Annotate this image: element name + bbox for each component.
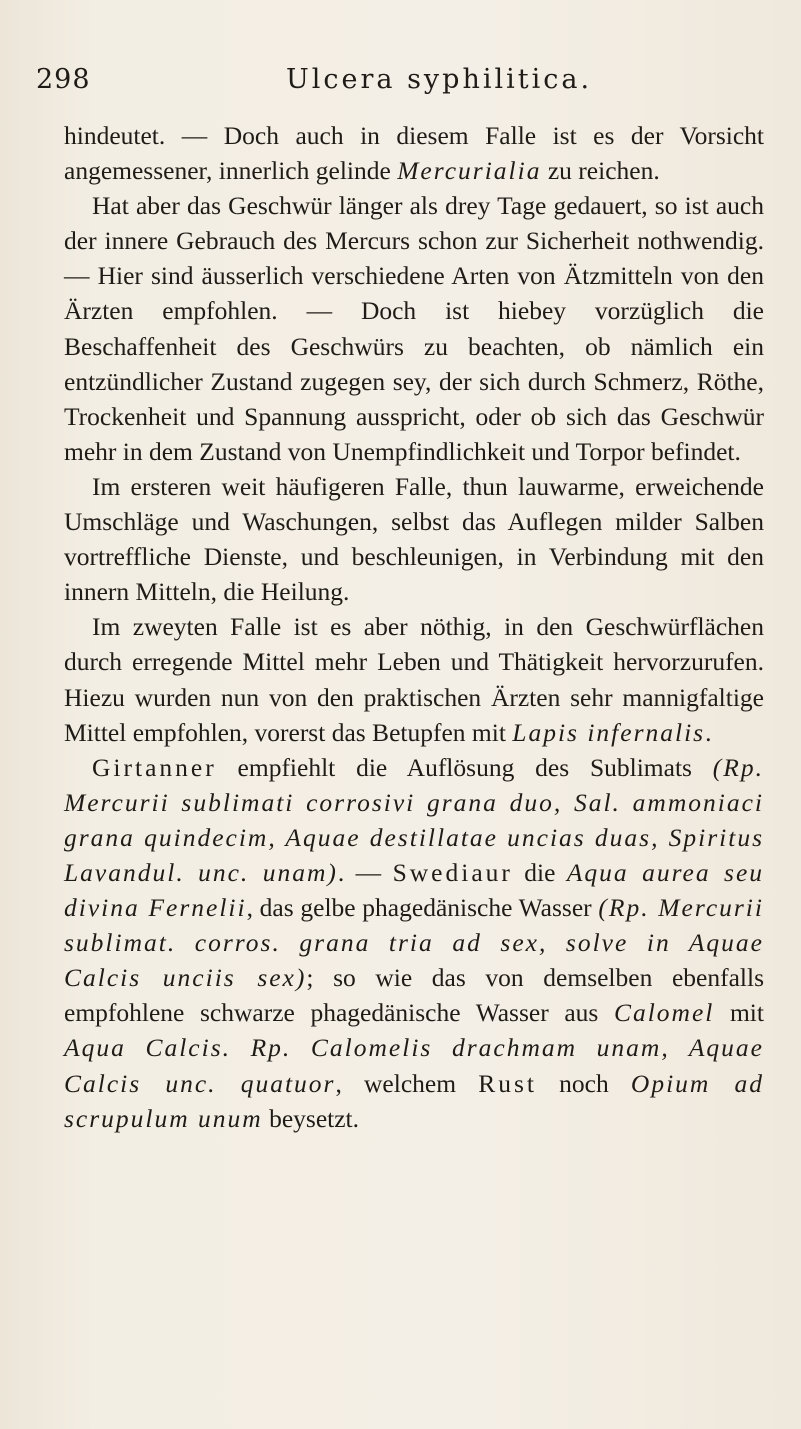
paragraph-2 xyxy=(64,188,764,469)
text-run: Im zweyten Falle ist es aber nöthig, in den Geschwürflächen durch erregende Mittel mehr Leben und Thätigkeit hervorzurufen. Hiezu wurden nun von den praktischen Ärzten sehr mannigfaltige Mittel empfohlen, vorerst das Betupfen mit xyxy=(64,612,764,747)
page-header xyxy=(36,64,736,104)
text-run: die xyxy=(512,857,567,887)
text-run: empfiehlt die Auflösung des Sublimats xyxy=(216,752,713,782)
paragraph-5 xyxy=(64,750,764,1136)
text-run: . — xyxy=(337,857,393,887)
text-run: . xyxy=(705,717,712,747)
latin-term: Opium ad scrupulum unum xyxy=(64,1068,764,1133)
text-run: Im ersteren weit häufigeren Falle, thun lauwarme, erweichende Umschläge und Waschungen, selbst das Auflegen milder Salben vortreffliche Dienste, und beschleunigen, in Verbindung mit den innern Mitteln, die Heilung. xyxy=(64,471,764,607)
text-run: , das gelbe phagedänische Wasser xyxy=(246,893,599,923)
latin-term: Aqua Calcis. Rp. Calomelis drachmam unam, Aquae Calcis unc. quatuor xyxy=(64,1033,764,1098)
body-text xyxy=(64,118,764,1136)
author-name: Swediaur xyxy=(392,857,513,887)
latin-term: Lapis infernalis xyxy=(512,717,706,747)
author-name: Rust xyxy=(478,1068,537,1098)
text-run: noch xyxy=(537,1068,631,1098)
latin-term: Aqua aurea seu divina Fernelii xyxy=(64,857,765,923)
latin-term: Calomel xyxy=(613,998,715,1028)
text-run: mit xyxy=(714,998,764,1028)
text-run: beysetzt. xyxy=(262,1103,360,1133)
text-run: hindeutet. — Doch auch in diesem Falle ist es der Vorsicht angemessener, innerlich gelinde xyxy=(64,121,764,186)
paragraph-4 xyxy=(64,609,764,749)
text-run: zu reichen. xyxy=(541,156,660,186)
running-title: Ulcera syphilitica. xyxy=(286,64,593,95)
latin-term: (Rp. Mercurii sublimati corrosivi grana duo, Sal. ammoniaci grana quindecim, Aquae destillatae uncias duas, Spiritus Lavandul. unc. unam) xyxy=(64,752,764,887)
text-run: Hat aber das Geschwür länger als drey Tage gedauert, so ist auch der innere Gebrauch des Mercurs schon zur Sicherheit nothwendig. — Hier sind äusserlich verschiedene Arten von Ätzmitteln von den Ärzten empfohlen. — Doch ist hiebey vorzüglich die Beschaffenheit des Geschwürs zu beachten, ob nämlich ein entzündlicher Zustand zugegen sey, der sich durch Schmerz, Röthe, Trockenheit und Spannung ausspricht, oder ob sich das Geschwür mehr in dem Zustand von Unempfindlichkeit und Torpor befindet. xyxy=(64,191,764,466)
page-number: 298 xyxy=(36,64,91,95)
latin-term: Mercurialia xyxy=(397,156,542,186)
paragraph-1 xyxy=(64,118,764,188)
text-run: ; so wie das von demselben ebenfalls empfohlene schwarze phagedänische Wasser aus xyxy=(64,963,764,1028)
text-run: , welchem xyxy=(335,1068,479,1098)
paragraph-3 xyxy=(64,469,764,609)
latin-term: (Rp. Mercurii sublimat. corros. grana tria ad sex, solve in Aquae Calcis unciis sex) xyxy=(64,893,764,993)
author-name: Girtanner xyxy=(92,752,217,782)
